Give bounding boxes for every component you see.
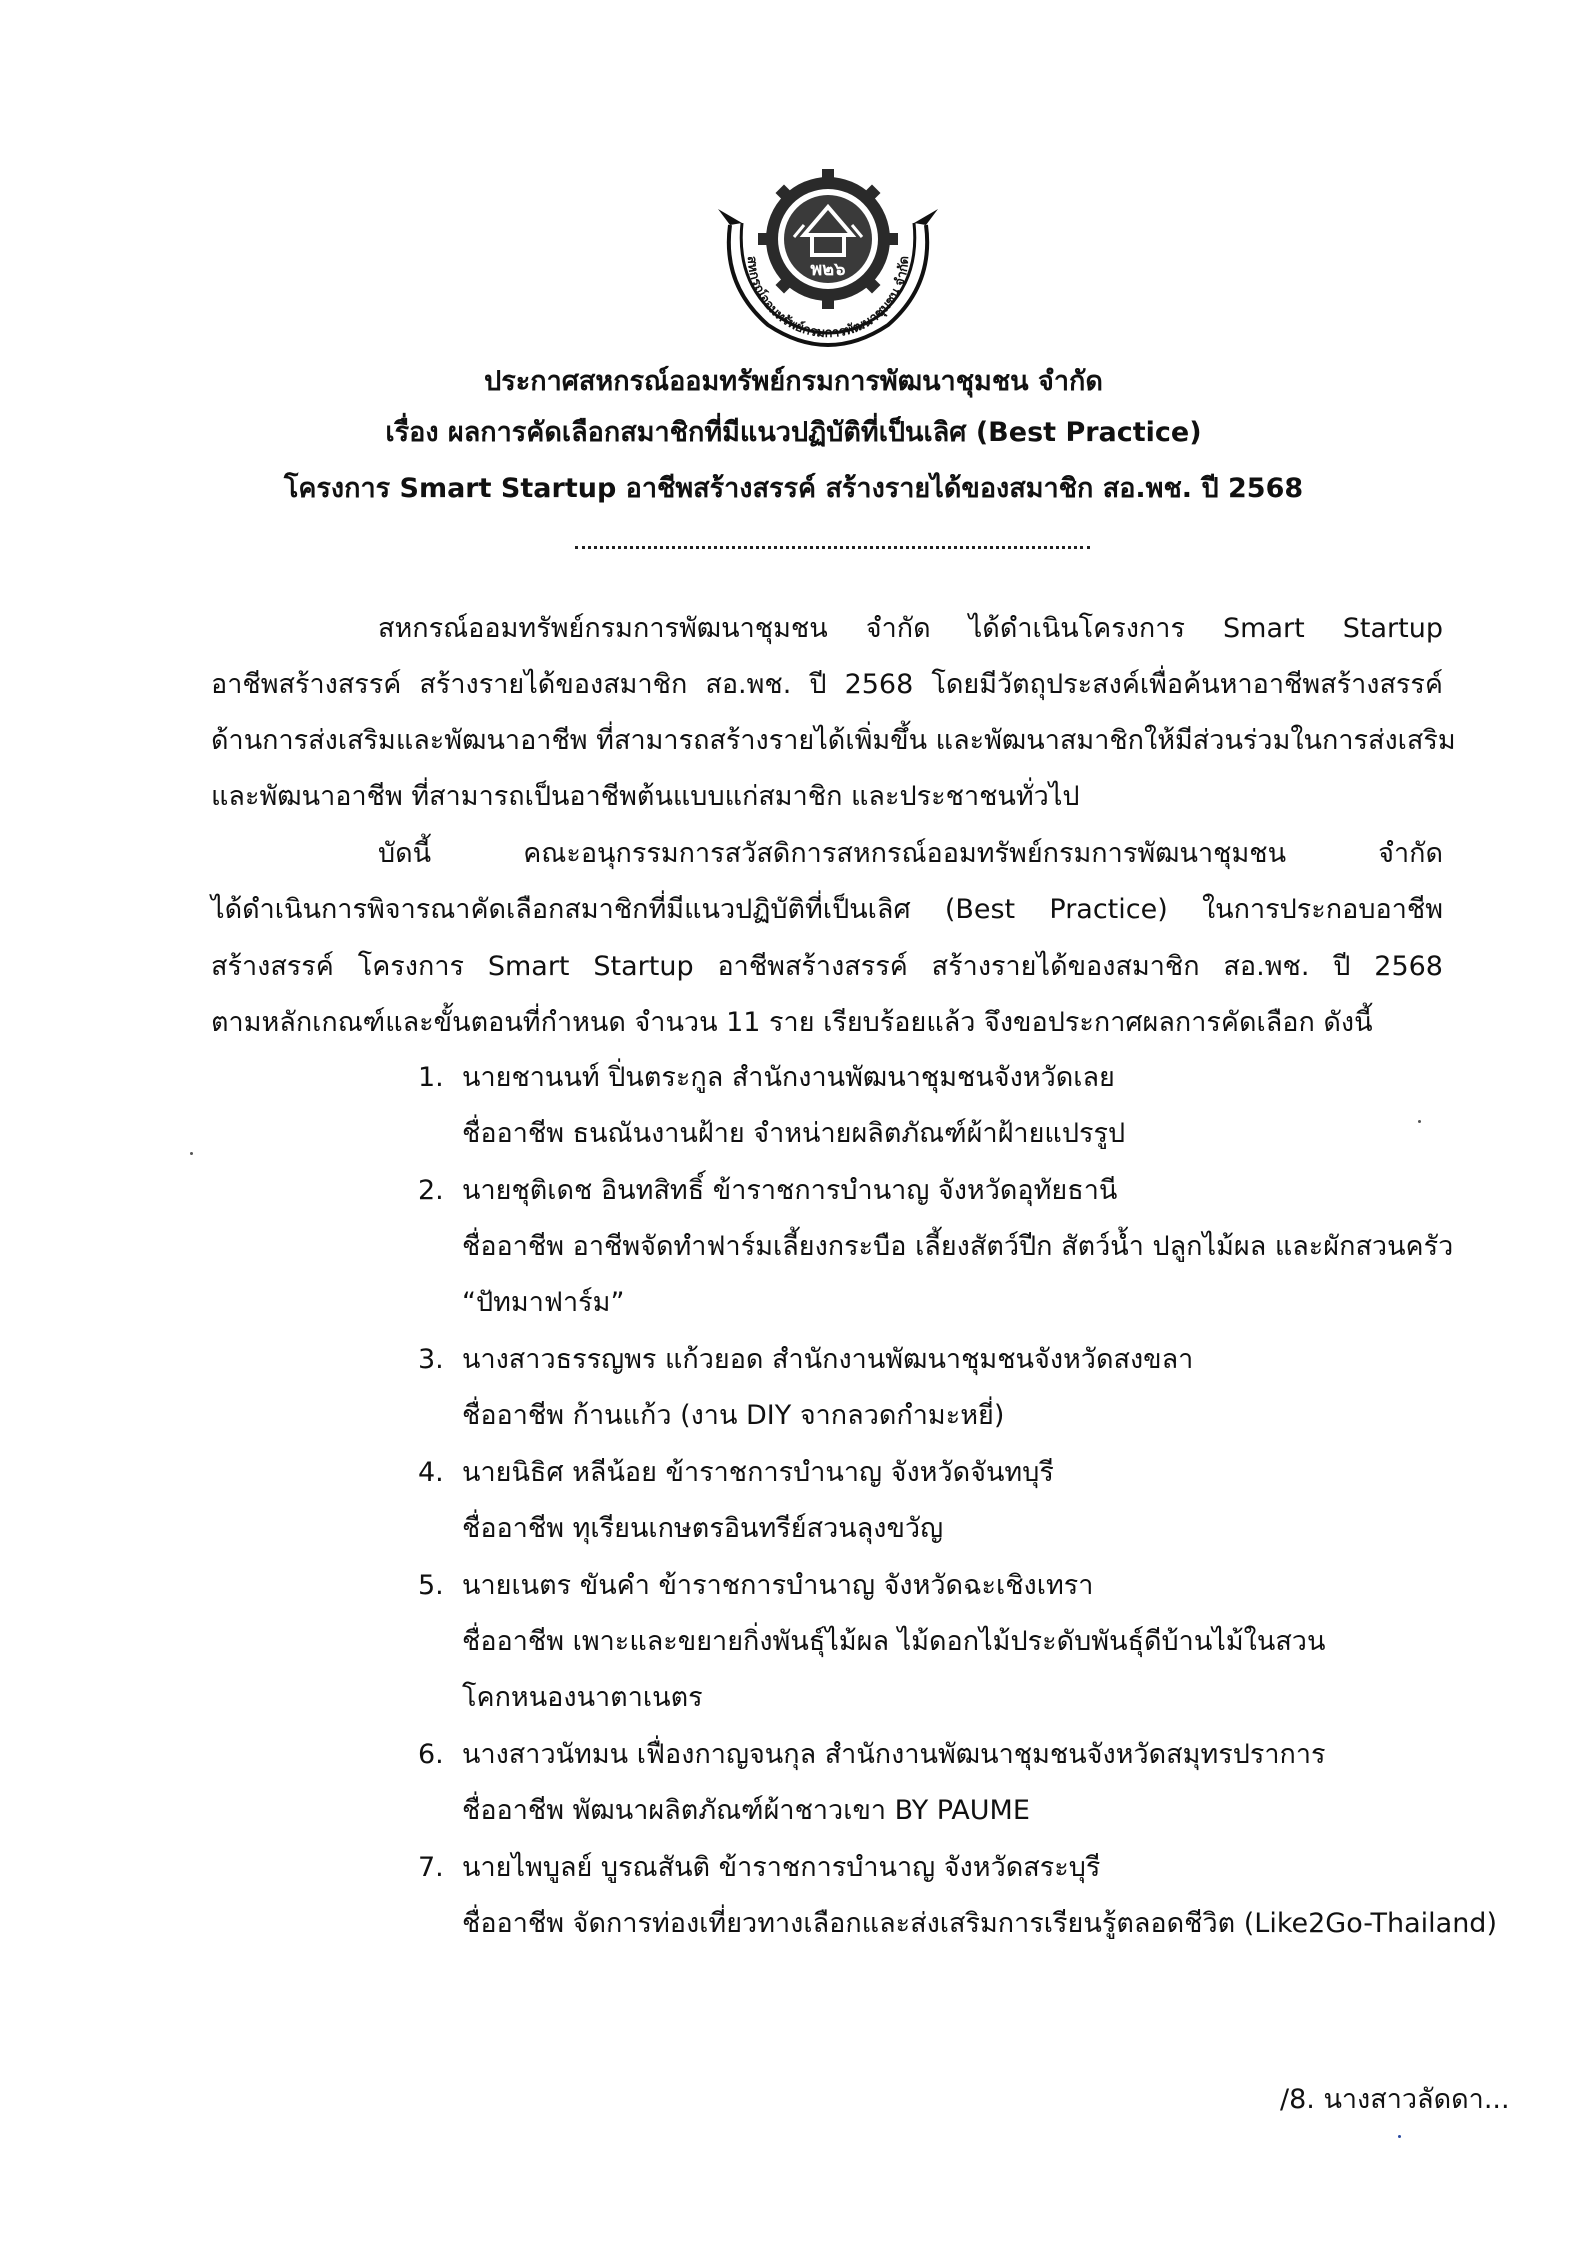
list-item-career-cont: โคกหนองนาตาเนตร: [462, 1682, 703, 1713]
list-item-number: 2.: [418, 1175, 444, 1206]
list-item-career: ชื่ออาชีพ ก้านแก้ว (งาน DIY จากลวดกำมะหยี่): [462, 1400, 1005, 1431]
list-item-career: ชื่ออาชีพ พัฒนาผลิตภัณฑ์ผ้าชาวเขา BY PAUME: [462, 1795, 1030, 1826]
paragraph1-line: และพัฒนาอาชีพ ที่สามารถเป็นอาชีพต้นแบบแก่สมาชิก และประชาชนทั่วไป: [211, 781, 1080, 812]
paragraph1-line: อาชีพสร้างสรรค์ สร้างรายได้ของสมาชิก สอ.พช. ปี 2568 โดยมีวัตถุประสงค์เพื่อค้นหาอาชีพสร้างสรรค์: [211, 669, 1443, 700]
list-item-career: ชื่ออาชีพ ธนณันงานฝ้าย จำหน่ายผลิตภัณฑ์ผ้าฝ้ายแปรรูป: [462, 1118, 1126, 1149]
scan-speck: [190, 1152, 193, 1155]
announcement-subject: เรื่อง ผลการคัดเลือกสมาชิกที่มีแนวปฏิบัติที่เป็นเลิศ (Best Practice): [385, 417, 1202, 448]
dotted-divider: [575, 536, 1090, 549]
announcement-project: โครงการ Smart Startup อาชีพสร้างสรรค์ สร้างรายได้ของสมาชิก สอ.พช. ปี 2568: [283, 473, 1304, 504]
list-item-number: 6.: [418, 1739, 444, 1770]
list-item-name: นางสาวธรรญพร แก้วยอด สำนักงานพัฒนาชุมชนจังหวัดสงขลา: [462, 1344, 1194, 1375]
list-item-number: 1.: [418, 1062, 444, 1093]
paragraph2-line: ได้ดำเนินการพิจารณาคัดเลือกสมาชิกที่มีแนวปฏิบัติที่เป็นเลิศ (Best Practice) ในการประกอบอาชีพ: [211, 894, 1443, 925]
cooperative-logo: [708, 165, 948, 355]
list-item-career: ชื่ออาชีพ ทุเรียนเกษตรอินทรีย์สวนลุงขวัญ: [462, 1513, 944, 1544]
logo-center-text: พ๒๖: [810, 259, 846, 280]
list-item-name: นายชุติเดช อินทสิทธิ์ ข้าราชการบำนาญ จังหวัดอุทัยธานี: [462, 1175, 1118, 1206]
list-item-career: ชื่ออาชีพ เพาะและขยายกิ่งพันธุ์ไม้ผล ไม้ดอกไม้ประดับพันธุ์ดีบ้านไม้ในสวน: [462, 1626, 1326, 1657]
list-item-number: 5.: [418, 1570, 444, 1601]
list-item-number: 3.: [418, 1344, 444, 1375]
scan-speck: [1418, 1120, 1421, 1123]
logo-ring-text: สหกรณ์ออมทรัพย์กรมการพัฒนาชุมชน จำกัด: [743, 255, 913, 342]
list-item-name: นายนิธิศ หลีน้อย ข้าราชการบำนาญ จังหวัดจันทบุรี: [462, 1457, 1054, 1488]
list-item-name: นายเนตร ขันคำ ข้าราชการบำนาญ จังหวัดฉะเชิงเทรา: [462, 1570, 1094, 1601]
paragraph1-line: ด้านการส่งเสริมและพัฒนาอาชีพ ที่สามารถสร้างรายได้เพิ่มขึ้น และพัฒนาสมาชิกให้มีส่วนร่วมในการส่งเสริม: [211, 725, 1456, 756]
list-item-career: ชื่ออาชีพ อาชีพจัดทำฟาร์มเลี้ยงกระบือ เลี้ยงสัตว์ปีก สัตว์น้ำ ปลูกไม้ผล และผักสวนครัว: [462, 1231, 1454, 1262]
list-item-career-cont: “ปัทมาฟาร์ม”: [462, 1287, 625, 1318]
paragraph2-line: ตามหลักเกณฑ์และขั้นตอนที่กำหนด จำนวน 11 ราย เรียบร้อยแล้ว จึงขอประกาศผลการคัดเลือก ดังนี้: [211, 1007, 1373, 1038]
list-item-career: ชื่ออาชีพ จัดการท่องเที่ยวทางเลือกและส่งเสริมการเรียนรู้ตลอดชีวิต (Like2Go-Thailand): [462, 1908, 1497, 1939]
announcement-title: ประกาศสหกรณ์ออมทรัพย์กรมการพัฒนาชุมชน จำกัด: [484, 366, 1103, 397]
scan-speck: [1398, 2135, 1401, 2138]
list-item-name: นายไพบูลย์ บูรณสันติ ข้าราชการบำนาญ จังหวัดสระบุรี: [462, 1852, 1101, 1883]
list-item-name: นายชานนท์ ปิ่นตระกูล สำนักงานพัฒนาชุมชนจังหวัดเลย: [462, 1062, 1115, 1093]
list-item-number: 7.: [418, 1852, 444, 1883]
list-item-name: นางสาวนัทมน เฟื่องกาญจนกุล สำนักงานพัฒนาชุมชนจังหวัดสมุทรปราการ: [462, 1739, 1326, 1770]
page-continuation: /8. นางสาวลัดดา...: [1280, 2084, 1510, 2115]
paragraph2-line: สร้างสรรค์ โครงการ Smart Startup อาชีพสร้างสรรค์ สร้างรายได้ของสมาชิก สอ.พช. ปี 2568: [211, 951, 1443, 982]
paragraph1-line: สหกรณ์ออมทรัพย์กรมการพัฒนาชุมชน จำกัด ได้ดำเนินโครงการ Smart Startup: [378, 613, 1443, 644]
paragraph2-line: บัดนี้ คณะอนุกรรมการสวัสดิการสหกรณ์ออมทรัพย์กรมการพัฒนาชุมชน จำกัด: [378, 838, 1443, 869]
list-item-number: 4.: [418, 1457, 444, 1488]
